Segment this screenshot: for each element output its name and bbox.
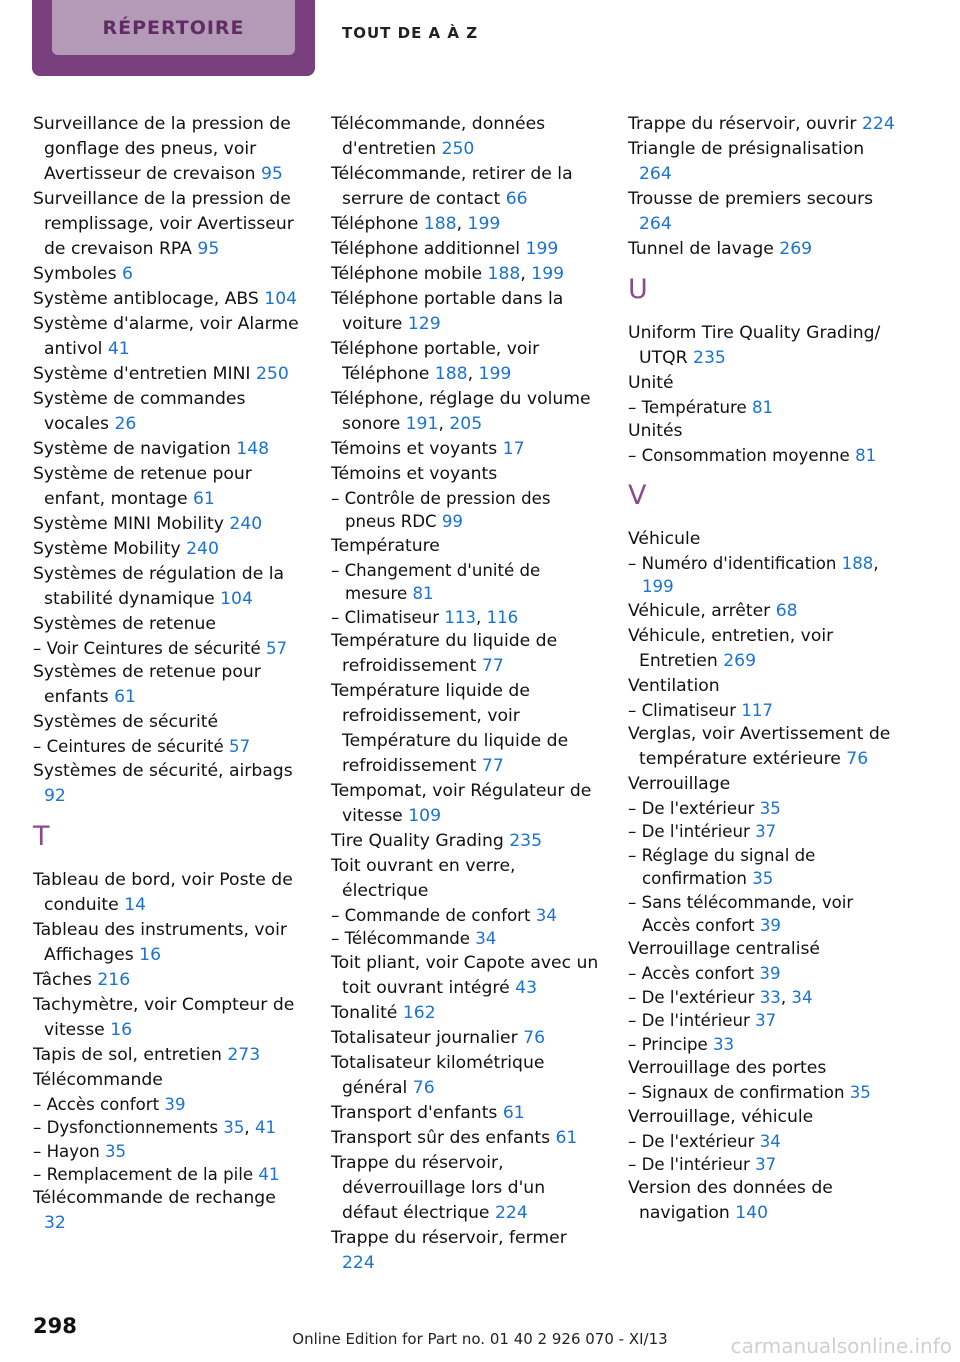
index-entry-text: Véhicule, entretien, voir Entretien bbox=[628, 625, 834, 671]
index-entry bbox=[33, 462, 303, 512]
page-link[interactable]: 250 bbox=[255, 364, 289, 384]
index-entry-text: Télécommande, données d'entretien bbox=[331, 114, 546, 159]
index-entry bbox=[628, 527, 896, 552]
index-entry bbox=[331, 112, 601, 162]
index-entry bbox=[33, 437, 303, 462]
index-entry-text: Unités bbox=[628, 421, 683, 442]
page-link[interactable]: 188 bbox=[423, 214, 457, 234]
index-entry bbox=[33, 187, 303, 262]
index-entry bbox=[331, 829, 601, 854]
index-entry-text: Transport sûr des enfants bbox=[331, 1127, 551, 1148]
index-entry-text: Système de navigation bbox=[33, 439, 231, 459]
page-link[interactable]: 140 bbox=[735, 1203, 769, 1224]
section-letter: U bbox=[628, 274, 648, 305]
index-entry-text: Tachymètre, voir Compteur de vitesse bbox=[33, 994, 295, 1040]
index-entry-text: Surveillance de la pression de remplissage, voir Avertisseur de crevaison RPA bbox=[33, 189, 294, 259]
index-entry-text: Totalisateur journalier bbox=[331, 1027, 518, 1048]
page-link[interactable]: 77 bbox=[481, 656, 504, 677]
index-subentry bbox=[628, 820, 896, 843]
index-subentry bbox=[628, 1009, 896, 1032]
index-entry bbox=[628, 722, 896, 772]
page-link[interactable]: 95 bbox=[197, 239, 220, 259]
index-entry bbox=[331, 162, 601, 212]
index-entry bbox=[33, 868, 303, 918]
page-link[interactable]: 148 bbox=[236, 439, 270, 459]
index-entry-text: Uniform Tire Quality Grading/ UTQR bbox=[628, 323, 881, 368]
page-link[interactable]: 264 bbox=[639, 164, 672, 184]
page-link[interactable]: 199 bbox=[478, 364, 512, 384]
page-link[interactable]: 224 bbox=[861, 114, 895, 134]
index-entry-text: Système Mobility bbox=[33, 539, 181, 559]
page-link[interactable]: 81 bbox=[751, 398, 774, 417]
index-entry-text: Surveillance de la pression de gonflage des pneus, voir Avertisseur de crevaison bbox=[33, 114, 291, 184]
index-entry-text: – Télécommande bbox=[331, 929, 470, 949]
page-link[interactable]: 76 bbox=[523, 1027, 546, 1048]
index-subentry bbox=[331, 904, 601, 927]
index-entry-text: – Température bbox=[628, 398, 747, 417]
index-entry bbox=[331, 1026, 601, 1051]
index-entry-text: Système de retenue pour enfant, montage bbox=[33, 464, 252, 509]
index-entry bbox=[628, 1105, 896, 1130]
page-link[interactable]: 34 bbox=[535, 906, 557, 926]
page-link[interactable]: 240 bbox=[229, 514, 263, 534]
index-subentry bbox=[33, 637, 303, 660]
page-link[interactable]: 235 bbox=[693, 348, 726, 368]
index-entry-text: – Signaux de confirmation bbox=[628, 1083, 845, 1103]
index-entry-text: Témoins et voyants bbox=[331, 464, 498, 484]
index-entry bbox=[33, 537, 303, 562]
index-subentry: – Climatiseur 113, 116 bbox=[331, 607, 519, 627]
index-entry-text: Triangle de présignalisation bbox=[628, 139, 865, 159]
page-link[interactable]: 113 bbox=[444, 607, 476, 627]
index-subentry bbox=[628, 699, 896, 722]
index-entry-text: Témoins et voyants bbox=[331, 439, 498, 459]
page-link[interactable]: 57 bbox=[229, 737, 251, 757]
index-column-2 bbox=[331, 112, 601, 1276]
index-entry bbox=[33, 1186, 303, 1236]
index-entry-text: Température liquide de refroidissement, voir Température du liquide de refroidissement bbox=[331, 681, 569, 777]
index-entry-text: Téléphone portable dans la voiture bbox=[331, 289, 564, 334]
page-link[interactable]: 129 bbox=[407, 314, 441, 334]
index-subentry: – Numéro d'identification 188, 199 bbox=[628, 553, 879, 597]
header-tab-inactive-label: TOUT DE A À Z bbox=[342, 24, 479, 42]
index-subentry bbox=[628, 797, 896, 820]
index-entry-text: Tâches bbox=[33, 969, 92, 990]
page-link[interactable]: 92 bbox=[44, 785, 66, 806]
index-entry-text: Tonalité bbox=[331, 1002, 398, 1023]
page-link[interactable]: 77 bbox=[481, 756, 504, 777]
page-link[interactable]: 35 bbox=[849, 1083, 871, 1103]
index-subentry bbox=[628, 444, 896, 467]
index-entry-text: Système MINI Mobility bbox=[33, 514, 224, 534]
index-entry-text: Téléphone, réglage du volume sonore bbox=[331, 389, 591, 434]
index-entry-text: Transport d'enfants bbox=[331, 1102, 498, 1123]
page-link[interactable]: 235 bbox=[509, 831, 543, 852]
index-entry-text: Téléphone additionnel bbox=[331, 239, 521, 259]
index-entry-text: Système de commandes vocales bbox=[33, 389, 246, 434]
index-entry bbox=[33, 612, 303, 637]
index-entry bbox=[331, 1051, 601, 1101]
index-subentry: – Dysfonctionnements 35, 41 bbox=[33, 1118, 277, 1138]
edition-footer: Online Edition for Part no. 01 40 2 926 070 - XI/13 bbox=[292, 1330, 668, 1348]
page-link[interactable]: 162 bbox=[402, 1002, 436, 1023]
index-entry-text: – Changement d'unité de mesure bbox=[331, 560, 541, 604]
page-link[interactable]: 199 bbox=[642, 577, 674, 597]
index-entry-text: Température du liquide de refroidissement bbox=[331, 631, 558, 677]
index-entry-text: – Hayon bbox=[33, 1141, 100, 1161]
index-entry-text: – De l'intérieur bbox=[628, 1011, 750, 1031]
index-entry-text: Systèmes de retenue pour enfants bbox=[33, 662, 261, 708]
index-entry bbox=[33, 993, 303, 1043]
index-subentry bbox=[628, 1081, 896, 1104]
index-entry bbox=[628, 237, 896, 262]
page-link[interactable]: 199 bbox=[467, 214, 501, 234]
index-entry-text: – De l'extérieur bbox=[628, 987, 755, 1007]
page-link[interactable]: 34 bbox=[759, 1131, 781, 1151]
index-entry bbox=[628, 1176, 896, 1226]
index-entry-text: – Voir Ceintures de sécurité bbox=[33, 639, 261, 658]
index-subentry bbox=[331, 559, 601, 606]
page-link[interactable]: 76 bbox=[846, 749, 869, 770]
page-link[interactable]: 39 bbox=[759, 964, 781, 984]
index-entry-text: – Consommation moyenne bbox=[628, 446, 850, 466]
page-link[interactable]: 81 bbox=[855, 446, 877, 466]
page-link[interactable]: 35 bbox=[752, 869, 774, 889]
index-entry bbox=[331, 1151, 601, 1226]
section-letter: V bbox=[628, 479, 647, 511]
page-link[interactable]: 269 bbox=[723, 650, 757, 671]
index-entry-text: Trousse de premiers secours bbox=[628, 189, 874, 209]
index-entry-text: Verrouillage des portes bbox=[628, 1058, 827, 1079]
page-link[interactable]: 76 bbox=[412, 1077, 435, 1098]
index-subentry bbox=[331, 927, 601, 950]
index-entry-text: – Climatiseur bbox=[628, 700, 737, 720]
index-entry-text: Trappe du réservoir, fermer bbox=[331, 1227, 567, 1248]
index-column-3 bbox=[628, 112, 896, 1226]
index-entry-text: Système d'alarme, voir Alarme antivol bbox=[33, 314, 299, 359]
index-entry-text: Trappe du réservoir, ouvrir bbox=[628, 114, 857, 134]
index-entry-text: – De l'extérieur bbox=[628, 799, 755, 819]
page-link[interactable]: 273 bbox=[227, 1044, 261, 1065]
index-entry-text: Symboles bbox=[33, 264, 117, 284]
index-entry bbox=[33, 660, 303, 710]
index-entry-text: Systèmes de retenue bbox=[33, 614, 216, 634]
index-entry-text: – Remplacement de la pile bbox=[33, 1165, 254, 1185]
page-link[interactable]: 199 bbox=[525, 239, 559, 259]
index-entry bbox=[331, 629, 601, 679]
index-subentry bbox=[628, 1033, 896, 1056]
index-entry bbox=[331, 854, 601, 904]
page-link[interactable]: 109 bbox=[408, 806, 442, 827]
index-subentry bbox=[628, 962, 896, 985]
page-link[interactable]: 117 bbox=[741, 700, 773, 720]
page-link[interactable]: 191 bbox=[405, 414, 439, 434]
index-entry bbox=[33, 387, 303, 437]
page-link[interactable]: 14 bbox=[124, 894, 147, 915]
section-letter: T bbox=[33, 820, 50, 852]
page-link[interactable]: 33 bbox=[713, 1034, 735, 1054]
page-link[interactable]: 6 bbox=[122, 264, 133, 284]
index-entry bbox=[33, 759, 303, 809]
index-entry-text: Tunnel de lavage bbox=[628, 239, 774, 259]
index-subentry bbox=[33, 1140, 303, 1163]
index-entry bbox=[628, 321, 896, 371]
index-entry bbox=[628, 599, 896, 624]
index-entry-text: Téléphone mobile bbox=[331, 264, 483, 284]
index-entry-text: Verrouillage, véhicule bbox=[628, 1106, 814, 1127]
page-link[interactable]: 39 bbox=[759, 916, 781, 936]
page-link[interactable]: 188 bbox=[434, 364, 468, 384]
page-number: 298 bbox=[33, 1314, 77, 1338]
page-link[interactable]: 41 bbox=[107, 339, 130, 359]
index-subentry bbox=[628, 1130, 896, 1153]
index-entry-text: – Accès confort bbox=[628, 964, 755, 984]
index-entry-text: Tableau de bord, voir Poste de conduite bbox=[33, 869, 293, 915]
index-entry: Téléphone 188, 199 bbox=[331, 214, 501, 234]
index-entry-text: Véhicule, arrêter bbox=[628, 600, 771, 621]
index-entry bbox=[331, 437, 601, 462]
index-subentry: – De l'extérieur 33, 34 bbox=[628, 987, 813, 1007]
index-entry bbox=[33, 710, 303, 735]
index-entry bbox=[33, 562, 303, 612]
index-entry-text: – De l'intérieur bbox=[628, 1154, 750, 1174]
header-tab-active[interactable] bbox=[32, 0, 315, 76]
index-entry-text: – Réglage du signal de confirmation bbox=[628, 845, 816, 889]
page-link[interactable]: 199 bbox=[531, 264, 565, 284]
page-link[interactable]: 41 bbox=[258, 1165, 280, 1185]
page-link[interactable]: 41 bbox=[254, 1118, 277, 1138]
page-link[interactable]: 224 bbox=[342, 1252, 375, 1273]
page-link[interactable]: 39 bbox=[164, 1094, 186, 1114]
index-column-1 bbox=[33, 112, 303, 1236]
page-link[interactable]: 269 bbox=[779, 239, 813, 259]
page-link[interactable]: 116 bbox=[486, 607, 519, 627]
index-subentry bbox=[628, 891, 896, 938]
page-link[interactable]: 104 bbox=[220, 589, 253, 609]
index-entry bbox=[628, 187, 896, 237]
index-entry bbox=[331, 951, 601, 1001]
index-entry bbox=[33, 362, 303, 387]
index-subentry bbox=[628, 844, 896, 891]
index-entry-text: – Contrôle de pression des pneus RDC bbox=[331, 489, 551, 532]
page-link[interactable]: 43 bbox=[515, 977, 538, 998]
index-entry bbox=[628, 937, 896, 962]
index-entry bbox=[628, 1056, 896, 1081]
index-entry bbox=[331, 1126, 601, 1151]
index-entry-text: Système d'entretien MINI bbox=[33, 364, 251, 384]
page-link[interactable]: 188 bbox=[841, 553, 874, 573]
page-link[interactable]: 81 bbox=[412, 584, 434, 604]
index-entry bbox=[628, 624, 896, 674]
index-entry bbox=[33, 968, 303, 993]
index-entry-text: – Ceintures de sécurité bbox=[33, 737, 224, 757]
page-link[interactable]: 188 bbox=[487, 264, 521, 284]
page-link[interactable]: 99 bbox=[441, 512, 463, 532]
index-entry bbox=[331, 237, 601, 262]
index-entry-text: Toit ouvrant en verre, électrique bbox=[331, 856, 516, 902]
index-entry-text: Systèmes de sécurité bbox=[33, 712, 219, 733]
index-entry-text: Verrouillage bbox=[628, 774, 731, 795]
page-link[interactable]: 26 bbox=[114, 414, 137, 434]
index-subentry bbox=[33, 1093, 303, 1116]
index-entry-text: Tempomat, voir Régulateur de vitesse bbox=[331, 781, 592, 827]
watermark: carmanualsonline.info bbox=[730, 1334, 952, 1358]
page-link[interactable]: 250 bbox=[441, 139, 475, 159]
index-entry bbox=[331, 1226, 601, 1276]
page-link[interactable]: 104 bbox=[264, 289, 298, 309]
page-link[interactable]: 17 bbox=[502, 439, 525, 459]
header-tab-inactive[interactable] bbox=[318, 0, 958, 76]
index-entry bbox=[331, 679, 601, 779]
page-link[interactable]: 35 bbox=[105, 1141, 127, 1161]
index-entry-text: Télécommande de rechange bbox=[33, 1188, 276, 1209]
page-link[interactable]: 205 bbox=[449, 414, 483, 434]
index-entry-text: Totalisateur kilométrique général bbox=[331, 1052, 545, 1098]
index-entry bbox=[331, 462, 601, 487]
index-entry-text: Température bbox=[331, 535, 440, 556]
index-entry-text: Téléphone portable, voir Téléphone bbox=[331, 339, 540, 384]
index-entry bbox=[628, 419, 896, 444]
index-entry-text: – Sans télécommande, voir Accès confort bbox=[628, 892, 854, 936]
index-entry bbox=[33, 262, 303, 287]
index-entry-text: Télécommande, retirer de la serrure de contact bbox=[331, 164, 573, 209]
index-entry bbox=[628, 112, 896, 137]
index-entry bbox=[331, 1001, 601, 1026]
index-entry: Téléphone portable, voir Téléphone 188, 199 bbox=[331, 339, 540, 384]
index-entry-text: Verrouillage centralisé bbox=[628, 939, 820, 960]
page-link[interactable]: 224 bbox=[494, 1202, 528, 1223]
header-tab-active-label: RÉPERTOIRE bbox=[52, 0, 295, 55]
index-entry-text: Véhicule bbox=[628, 528, 701, 549]
index-subentry bbox=[33, 1163, 303, 1186]
page-link[interactable]: 37 bbox=[755, 822, 777, 842]
page-link[interactable]: 35 bbox=[223, 1118, 245, 1138]
index-entry-text: Télécommande bbox=[33, 1069, 163, 1090]
page-link[interactable]: 37 bbox=[755, 1011, 777, 1031]
index-entry bbox=[331, 534, 601, 559]
index-entry-text: – Principe bbox=[628, 1034, 708, 1054]
index-entry-text: Systèmes de sécurité, airbags bbox=[33, 760, 293, 781]
index-entry bbox=[628, 371, 896, 396]
index-entry bbox=[33, 1043, 303, 1068]
index-entry bbox=[628, 674, 896, 699]
index-entry-text: Systèmes de régulation de la stabilité dynamique bbox=[33, 564, 285, 609]
index-entry-text: Version des données de navigation bbox=[628, 1178, 833, 1224]
index-entry: Téléphone, réglage du volume sonore 191, 205 bbox=[331, 389, 591, 434]
index-entry bbox=[33, 512, 303, 537]
page-link[interactable]: 35 bbox=[759, 799, 781, 819]
index-entry-text: – Commande de confort bbox=[331, 906, 531, 926]
page-link[interactable]: 61 bbox=[193, 489, 215, 509]
page-link[interactable]: 264 bbox=[639, 214, 672, 234]
index-entry-text: Toit pliant, voir Capote avec un toit ouvrant intégré bbox=[331, 952, 599, 998]
index-entry-text: – Dysfonctionnements bbox=[33, 1118, 219, 1138]
index-entry-text: Tire Quality Grading bbox=[331, 831, 504, 852]
page-link[interactable]: 240 bbox=[186, 539, 219, 559]
index-entry bbox=[33, 287, 303, 312]
index-entry bbox=[331, 287, 601, 337]
index-entry-text: – De l'intérieur bbox=[628, 822, 750, 842]
index-subentry bbox=[33, 735, 303, 758]
index-entry-text: – De l'extérieur bbox=[628, 1131, 755, 1151]
index-entry bbox=[628, 772, 896, 797]
page-link[interactable]: 34 bbox=[791, 987, 813, 1007]
index-subentry bbox=[331, 487, 601, 534]
index-entry-text: – Numéro d'identification bbox=[628, 553, 837, 573]
index-entry-text: – Accès confort bbox=[33, 1094, 160, 1114]
page-link[interactable]: 61 bbox=[555, 1127, 578, 1148]
index-entry-text: Système antiblocage, ABS bbox=[33, 289, 259, 309]
index-entry-text: – Climatiseur bbox=[331, 607, 440, 627]
index-entry bbox=[628, 137, 896, 187]
index-subentry bbox=[628, 396, 896, 419]
page-link[interactable]: 33 bbox=[759, 987, 781, 1007]
page-link[interactable]: 32 bbox=[44, 1213, 66, 1234]
page-link[interactable]: 34 bbox=[475, 929, 497, 949]
page-link[interactable]: 61 bbox=[502, 1102, 525, 1123]
page-link[interactable]: 16 bbox=[139, 944, 162, 965]
index-entry bbox=[33, 112, 303, 187]
index-subentry bbox=[628, 1153, 896, 1176]
page-link[interactable]: 66 bbox=[505, 189, 528, 209]
page-link[interactable]: 68 bbox=[775, 600, 798, 621]
index-entry-text: Tapis de sol, entretien bbox=[33, 1044, 222, 1065]
index-entry bbox=[33, 1068, 303, 1093]
page-link[interactable]: 95 bbox=[260, 164, 283, 184]
index-entry-text: Trappe du réservoir, déverrouillage lors d'un défaut électrique bbox=[331, 1152, 546, 1223]
index-entry: Téléphone mobile 188, 199 bbox=[331, 264, 565, 284]
index-entry bbox=[33, 918, 303, 968]
index-entry bbox=[331, 1101, 601, 1126]
page-link[interactable]: 216 bbox=[97, 969, 131, 990]
index-entry-text: Verglas, voir Avertissement de température extérieure bbox=[628, 724, 891, 770]
page-link[interactable]: 16 bbox=[110, 1019, 133, 1040]
page-link[interactable]: 37 bbox=[755, 1154, 777, 1174]
index-entry bbox=[331, 779, 601, 829]
page-link[interactable]: 57 bbox=[265, 639, 288, 658]
index-entry-text: Téléphone bbox=[331, 214, 419, 234]
index-entry-text: Ventilation bbox=[628, 675, 720, 696]
page-link[interactable]: 61 bbox=[114, 687, 136, 708]
index-entry-text: Unité bbox=[628, 373, 674, 393]
index-entry-text: Tableau des instruments, voir Affichages bbox=[33, 919, 287, 965]
index-entry bbox=[33, 312, 303, 362]
